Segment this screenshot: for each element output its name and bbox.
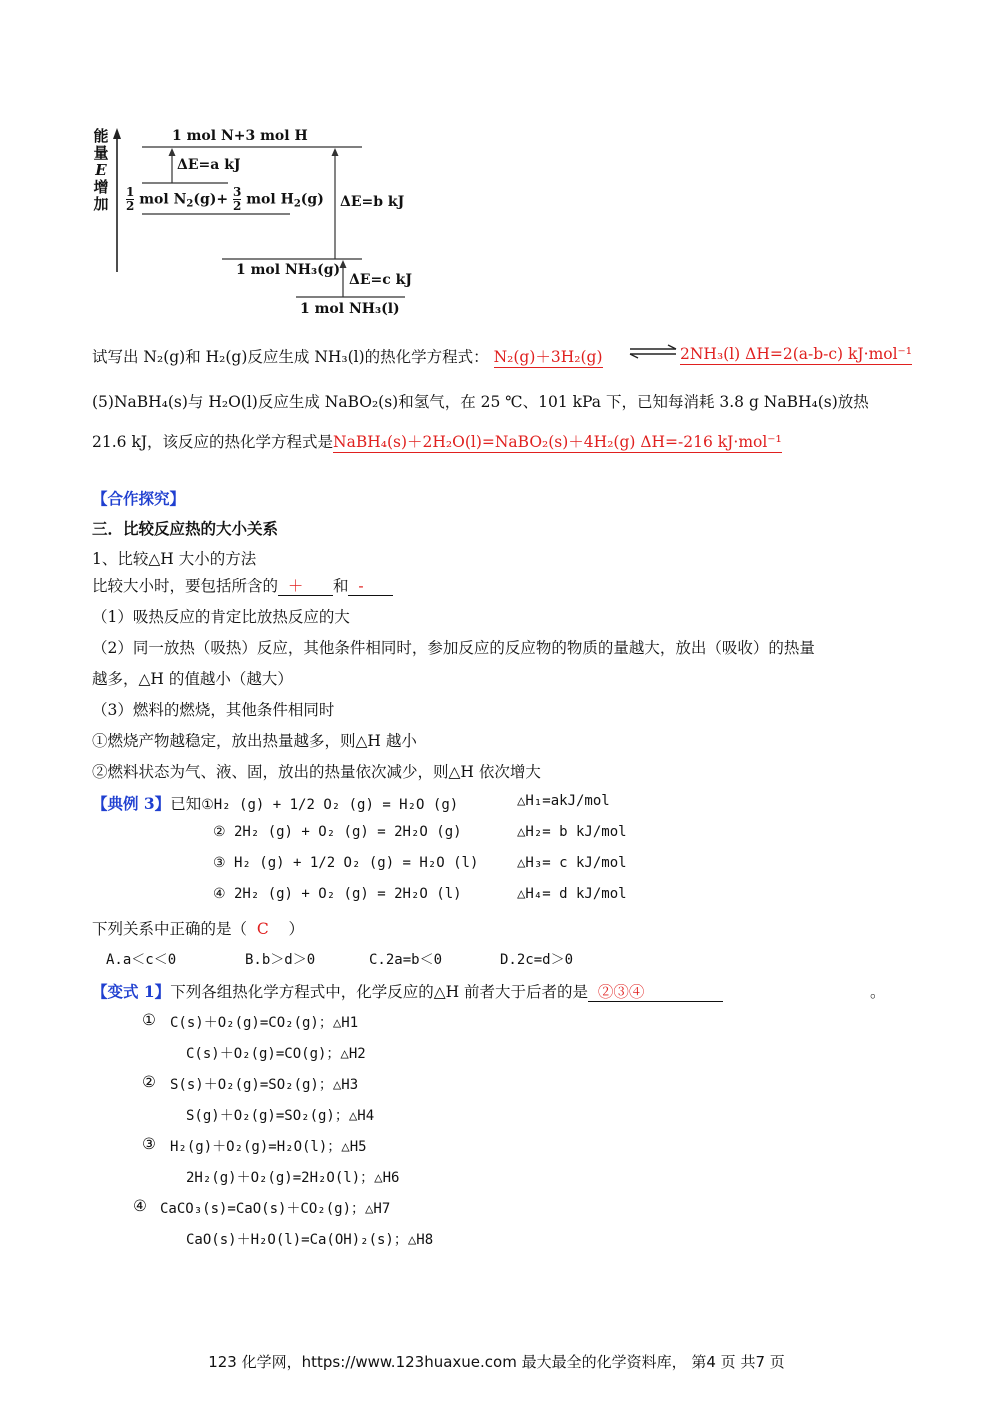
q5-prompt: 21.6 kJ，该反应的热化学方程式是: [92, 433, 334, 451]
example3-eq1: ①H₂ (g) + 1/2 O₂ (g) = H₂O (g): [201, 797, 459, 813]
example3-option-c: C.2a=b＜0: [369, 952, 443, 968]
level-mid-text: (g)+: [193, 191, 229, 208]
variant1-item4-b: CaO(s)＋H₂O(l)=Ca(OH)₂(s)；△H8: [186, 1232, 434, 1248]
fraction-half: [126, 186, 134, 213]
variant1-item3-b: 2H₂(g)＋O₂(g)=2H₂O(l)；△H6: [186, 1170, 400, 1186]
compare-prefix: 比较大小时，要包括所含的: [92, 577, 279, 595]
level-mid-label: $\frac{1}{2}$ mol $N_2(g)+$ $\frac{3}{2}$ mol $H_2(g)$: [126, 185, 324, 213]
q4-line: [92, 345, 603, 367]
section-heading: 三．比较反应热的大小关系: [92, 519, 279, 538]
example3-answer: C: [256, 920, 269, 938]
example3-dh3: △H₃= c kJ/mol: [517, 855, 627, 871]
axis-char: 增: [93, 178, 109, 196]
variant1-item1-num: ①: [142, 1011, 156, 1029]
variant1-tag: 【变式 1】: [92, 982, 171, 1001]
level-liquid-label: 1 mol NH₃(l): [300, 301, 400, 317]
section-tag: 【合作探究】: [92, 489, 186, 508]
fraction-num: 1: [126, 185, 135, 199]
variant1-item2-b: S(g)＋O₂(g)=SO₂(g)；△H4: [186, 1108, 375, 1124]
page-footer: 123 化学网，https://www.123huaxue.com 最大最全的化学资料库， 第4 页 共7 页: [208, 1353, 785, 1371]
example3-option-b: B.b＞d＞0: [245, 952, 316, 968]
level-top-label: 1 mol N+3 mol H: [172, 128, 308, 144]
fraction-den: 2: [233, 199, 242, 213]
level-mid-text: (g): [300, 191, 324, 208]
rule2a: （2）同一放热（吸热）反应，其他条件相同时，参加反应的反应物的物质的量越大，放出（吸收）的热量: [92, 639, 815, 657]
rule1: （1）吸热反应的肯定比放热反应的大: [92, 608, 350, 626]
variant1-item4-a: CaCO₃(s)=CaO(s)＋CO₂(g)；△H7: [160, 1201, 391, 1217]
fraction-num: 3: [233, 185, 242, 199]
axis-char: 加: [93, 195, 109, 213]
level-gas-label: 1 mol NH₃(g): [236, 262, 341, 278]
variant1-item2-a: S(s)＋O₂(g)=SO₂(g)；△H3: [170, 1077, 359, 1093]
example3-question: [92, 917, 304, 939]
level-mid-text: mol H: [246, 191, 294, 208]
energy-axis-label: [92, 128, 110, 213]
example3-option-a: A.a＜c＜0: [106, 952, 177, 968]
q5-answer: NaBH₄(s)＋2H₂O(l)=NaBO₂(s)＋4H₂(g) ΔH=-216 kJ·mol⁻¹: [333, 433, 782, 451]
variant1-answer: ②③④: [597, 983, 645, 1001]
axis-char: E: [95, 161, 107, 179]
equilibrium-arrow-icon: [628, 344, 680, 362]
energy-diagram-lines: [0, 0, 993, 330]
rule3b: ②燃料状态为气、液、固，放出的热量依次减少，则△H 依次增大: [92, 763, 541, 781]
delta-c-label: ΔE=c kJ: [349, 272, 412, 288]
plus-sign: ＋: [287, 577, 304, 595]
example3-question-text: 下列关系中正确的是（: [92, 920, 248, 938]
level-mid-text: mol N: [139, 191, 187, 208]
example3-dh2: △H₂= b kJ/mol: [517, 824, 627, 840]
example3-line1: [92, 792, 458, 814]
q5-line2: [92, 430, 782, 452]
variant1-end: 。: [870, 983, 886, 1001]
axis-char: 能: [93, 127, 109, 145]
example3-eq4: ④ 2H₂ (g) + O₂ (g) = 2H₂O (l): [213, 886, 462, 902]
variant1-item1-b: C(s)＋O₂(g)=CO(g)；△H2: [186, 1046, 366, 1062]
delta-a-label: ΔE=a kJ: [177, 157, 241, 173]
variant1-item4-num: ④: [133, 1197, 147, 1215]
variant1-item2-num: ②: [142, 1073, 156, 1091]
compare-mid: 和: [332, 577, 349, 595]
q4-answer-left: N₂(g)＋3H₂(g): [493, 348, 603, 366]
variant1-item3-num: ③: [142, 1135, 156, 1153]
example3-dh1: △H₁=akJ/mol: [517, 793, 610, 809]
q4-answer-right: 2NH₃(l) ΔH=2(a-b-c) kJ·mol⁻¹: [680, 345, 912, 363]
fraction-den: 2: [126, 199, 135, 213]
axis-char: 量: [93, 144, 109, 162]
example3-prefix: 已知: [170, 795, 202, 813]
variant1-item3-a: H₂(g)＋O₂(g)=H₂O(l)；△H5: [170, 1139, 367, 1155]
example3-dh4: △H₄= d kJ/mol: [517, 886, 627, 902]
example3-eq2: ② 2H₂ (g) + O₂ (g) = 2H₂O (g): [213, 824, 462, 840]
variant1-question-text: 下列各组热化学方程式中，化学反应的△H 前者大于后者的是: [170, 983, 589, 1001]
section-sub1: 1、比较△H 大小的方法: [92, 550, 257, 568]
compare-line: [92, 574, 393, 596]
rule2b: 越多，△H 的值越小（越大）: [92, 670, 293, 688]
variant1-question: [92, 980, 723, 1002]
variant1-item1-a: C(s)＋O₂(g)=CO₂(g)；△H1: [170, 1015, 359, 1031]
minus-sign: -: [358, 577, 364, 595]
example3-eq3: ③ H₂ (g) + 1/2 O₂ (g) = H₂O (l): [213, 855, 479, 871]
example3-question-end: ）: [288, 920, 304, 938]
example3-option-d: D.2c=d＞0: [500, 952, 574, 968]
rule3a: ①燃烧产物越稳定，放出热量越多，则△H 越小: [92, 732, 417, 750]
delta-b-label: ΔE=b kJ: [340, 194, 405, 210]
fraction-three-halves: [233, 186, 241, 213]
example3-tag: 【典例 3】: [92, 794, 171, 813]
q4-prompt: 试写出 N₂(g)和 H₂(g)反应生成 NH₃(l)的热化学方程式：: [92, 348, 489, 366]
q5-line1: (5)NaBH₄(s)与 H₂O(l)反应生成 NaBO₂(s)和氢气，在 25 ℃、101 kPa 下，已知每消耗 3.8 g NaBH₄(s)放热: [92, 393, 869, 411]
rule3: （3）燃料的燃烧，其他条件相同时: [92, 701, 335, 719]
